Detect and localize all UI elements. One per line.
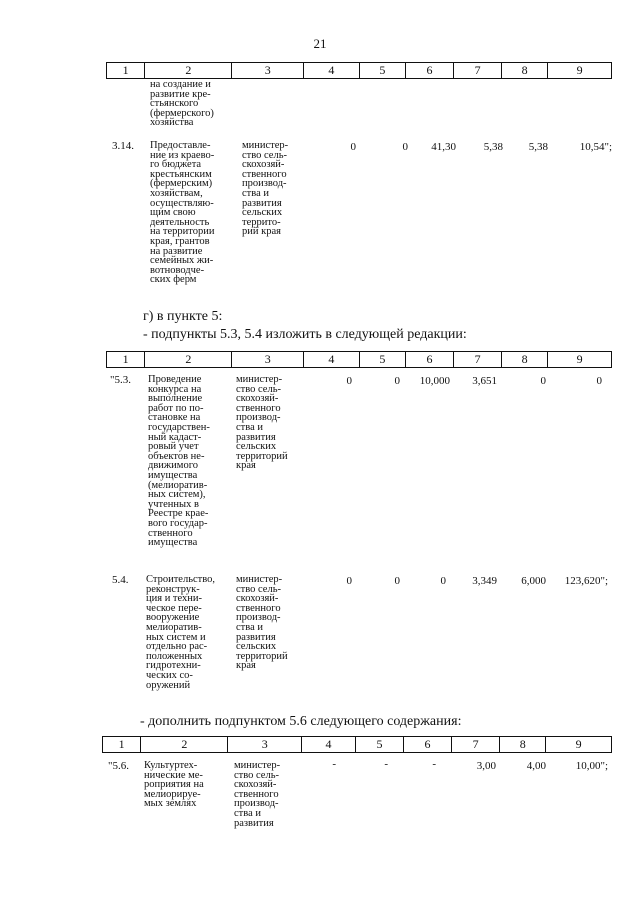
header-cell: 8 — [502, 352, 548, 368]
table-header-3 — [102, 736, 612, 753]
header-cell: 3 — [232, 352, 304, 368]
header-cell: 9 — [546, 737, 612, 753]
header-cell: 6 — [405, 352, 453, 368]
value-col9: 10,54"; — [579, 141, 612, 153]
value-col7: 3,651 — [472, 375, 497, 387]
table-header-1 — [106, 62, 612, 79]
header-cell: 9 — [548, 63, 612, 79]
header-cell: 6 — [404, 737, 452, 753]
header-cell: 5 — [359, 63, 405, 79]
header-cell: 8 — [500, 737, 546, 753]
row-executor: министер- ство сель- скохозяй- ственного производ- ства и развития сельских террито- рий края — [242, 140, 289, 238]
value-col7: 3,00 — [476, 760, 496, 772]
value-col8: 0 — [540, 375, 546, 387]
value-col8: 6,000 — [521, 575, 546, 587]
value-col9: 10,00"; — [575, 760, 608, 772]
value-col5: 0 — [394, 375, 400, 387]
header-cell: 2 — [145, 352, 232, 368]
value-col8: 5,38 — [528, 141, 548, 153]
header-cell: 6 — [405, 63, 453, 79]
header-cell: 4 — [301, 737, 355, 753]
row-name-cont: на создание и развитие кре- стьянского (фермерского) хозяйства — [150, 79, 214, 129]
value-col4: 0 — [350, 141, 356, 153]
row-number: "5.3. — [110, 374, 131, 386]
value-col4: 0 — [346, 375, 352, 387]
row-name: Предоставле- ние из краево- го бюджета крестьянским (фермерским) хозяйствам, осуществляю- щим свою деятельность на территории края, грантов на развитие семейных жи- вотноводче- ских ферм — [150, 140, 215, 286]
header-cell: 4 — [303, 352, 359, 368]
header-cell: 3 — [228, 737, 302, 753]
page-number: 21 — [313, 36, 327, 51]
row-number: "5.6. — [108, 760, 129, 772]
header-cell: 7 — [454, 63, 502, 79]
row-name: Строительство, реконструк- ция и техни- ческое пере- вооружение мелиоратив- ных систем и отдельно рас- положенных гидротехни- ческих со- оружений — [146, 574, 215, 691]
header-cell: 7 — [452, 737, 500, 753]
value-col6: 0 — [440, 575, 446, 587]
row-name: Культуртех- нические ме- роприятия на мелиорируе- мых землях — [144, 760, 204, 810]
header-cell: 1 — [107, 63, 145, 79]
value-col8: 4,00 — [526, 760, 546, 772]
value-col6: - — [432, 758, 436, 770]
header-cell: 1 — [103, 737, 141, 753]
row-executor: министер- ство сель- скохозяй- ственного производ- ства и развития сельских территорий края — [236, 374, 288, 472]
row-number: 3.14. — [112, 140, 134, 152]
value-col4: 0 — [346, 575, 352, 587]
value-col7: 3,349 — [472, 575, 497, 587]
header-cell: 2 — [141, 737, 228, 753]
paragraph-56: - дополнить подпунктом 5.6 следующего содержания: — [140, 714, 462, 729]
header-cell: 1 — [107, 352, 145, 368]
value-col9: 0 — [596, 375, 602, 387]
value-col7: 5,38 — [483, 141, 503, 153]
header-cell: 4 — [303, 63, 359, 79]
paragraph-53-54: - подпункты 5.3, 5.4 изложить в следующей редакции: — [143, 327, 467, 342]
row-name: Проведение конкурса на выполнение работ по по- становке на государствен- ный кадаст- ровый учет объектов не- движимого имущества (мелиоратив- ных систем), учтенных в Реестре крае- вого государ- ственного имущества — [148, 374, 210, 549]
header-cell: 9 — [548, 352, 612, 368]
value-col5: - — [384, 758, 388, 770]
header-cell: 5 — [355, 737, 403, 753]
header-cell: 3 — [232, 63, 304, 79]
value-col4: - — [332, 758, 336, 770]
row-executor: министер- ство сель- скохозяй- ственного производ- ства и развития сельских территорий края — [236, 574, 288, 672]
value-col6: 41,30 — [431, 141, 456, 153]
paragraph-g: г) в пункте 5: — [143, 309, 223, 324]
header-cell: 7 — [454, 352, 502, 368]
header-cell: 8 — [502, 63, 548, 79]
value-col9: 123,620"; — [564, 575, 608, 587]
row-executor: министер- ство сель- скохозяй- ственного производ- ства и развития — [234, 760, 281, 829]
row-number: 5.4. — [112, 574, 129, 586]
header-cell: 5 — [359, 352, 405, 368]
header-cell: 2 — [145, 63, 232, 79]
value-col5: 0 — [402, 141, 408, 153]
value-col6: 10,000 — [419, 375, 450, 387]
table-header-2 — [106, 351, 612, 368]
value-col5: 0 — [394, 575, 400, 587]
